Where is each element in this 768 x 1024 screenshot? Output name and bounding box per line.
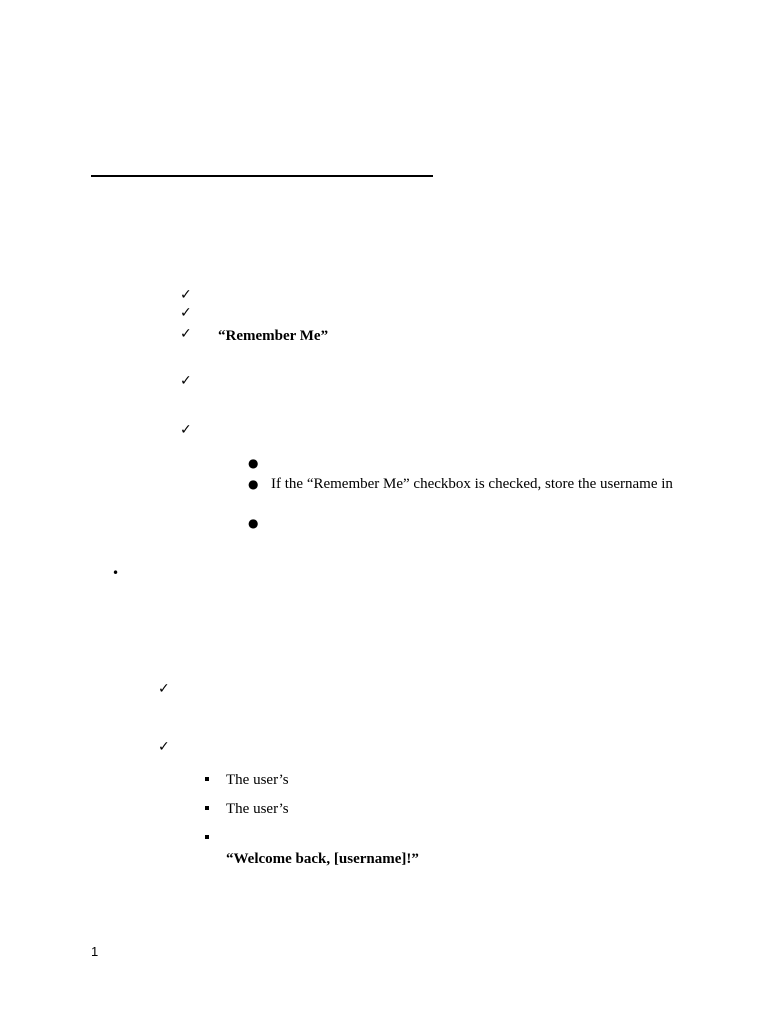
round-bullet-icon: • [112,566,120,580]
page-number: 1 [91,944,99,959]
check-mark-icon: ✓ [158,739,170,755]
remember-me-bullet-text: If the “Remember Me” checkbox is checked, store the username in [271,476,673,492]
check-mark-icon: ✓ [180,326,192,342]
round-bullet-icon: ● [248,456,259,470]
check-mark-icon: ✓ [180,287,192,303]
sub-item-text-2: The user’s [226,801,289,817]
round-bullet-icon: ● [248,477,259,491]
check-mark-icon: ✓ [180,373,192,389]
square-bullet-icon [205,835,209,839]
round-bullet-icon: ● [248,516,259,530]
sub-item-text-1: The user’s [226,772,289,788]
check-mark-icon: ✓ [158,681,170,697]
square-bullet-icon [205,806,209,810]
square-bullet-icon [205,777,209,781]
horizontal-rule [91,175,433,177]
remember-me-label: “Remember Me” [218,328,329,344]
check-mark-icon: ✓ [180,422,192,438]
check-mark-icon: ✓ [180,305,192,321]
welcome-back-text: “Welcome back, [username]!” [226,851,419,867]
